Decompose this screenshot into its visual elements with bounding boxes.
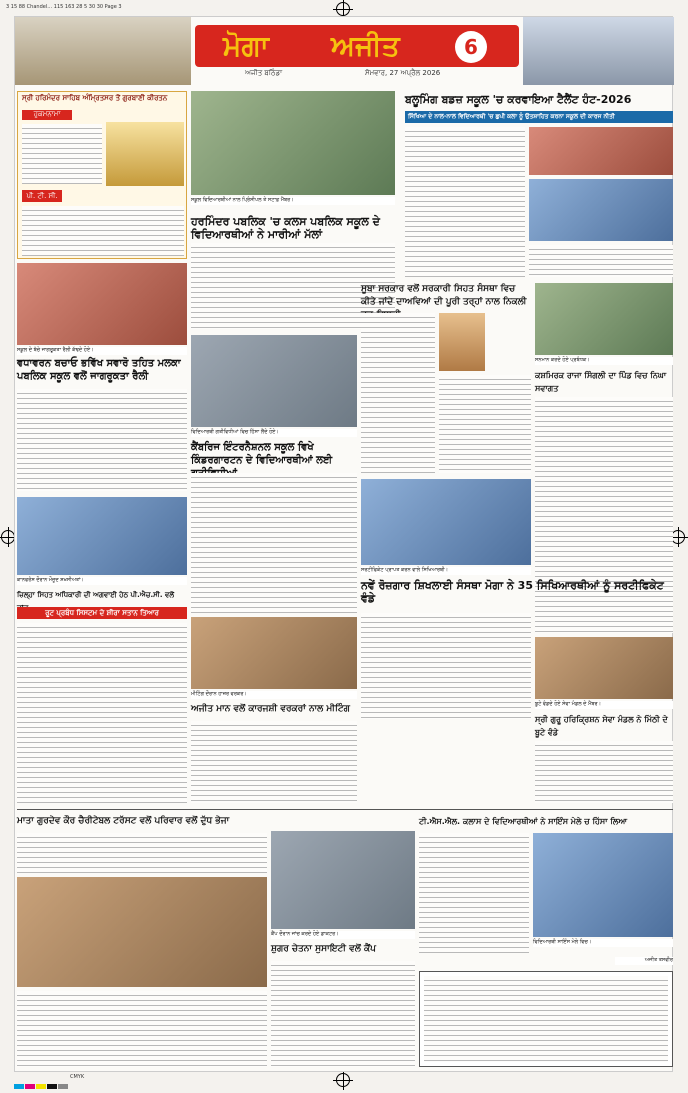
golden-temple-photo bbox=[106, 122, 184, 186]
certificate-group-photo bbox=[361, 479, 531, 565]
page-number: 6 bbox=[455, 31, 487, 63]
health-claims-article bbox=[361, 313, 435, 473]
trust-milk-article-2 bbox=[17, 991, 267, 1067]
health-claims-article-2 bbox=[439, 375, 531, 473]
headline-cambridge: ਕੈਂਬਰਿਜ ਇੰਟਰਨੈਸ਼ਨਲ ਸਕੂਲ ਵਿਖੇ ਕਿੰਡਰਗਾਰਟਨ ਦੇ ਵਿਦਿਆਰਥੀਆਂ ਲਈ bbox=[191, 442, 333, 466]
health-officer-subhead: ਰੂਟ ਪ੍ਰਬੰਧ ਸਿਸਟਮ ਦੇ ਸ਼ੀਰਾ ਸਤਾਨ ਤਿਆਰ bbox=[17, 607, 187, 619]
ad-badge: ਪੀ. ਟੀ. ਸੀ. bbox=[22, 190, 62, 202]
camp-caption: ਕੈਂਪ ਦੌਰਾਨ ਜਾਂਚ ਕਰਦੇ ਹੋਏ ਡਾਕਟਰ। bbox=[271, 931, 415, 939]
swatch-magenta bbox=[25, 1084, 35, 1089]
meeting-caption: ਮੀਟਿੰਗ ਦੌਰਾਨ ਹਾਜ਼ਰ ਵਰਕਰ। bbox=[191, 691, 357, 699]
swatch-gray bbox=[58, 1084, 68, 1089]
camp-photo bbox=[271, 831, 415, 929]
honour-caption: ਸਨਮਾਨ ਕਰਦੇ ਹੋਏ ਪ੍ਰਬੰਧਕ। bbox=[535, 357, 673, 365]
conference-caption: ਕਾਨਫਰੰਸ ਦੌਰਾਨ ਮੌਜੂਦ ਸ਼ਖ਼ਸੀਅਤਾਂ। bbox=[17, 577, 187, 585]
students-award-photo bbox=[191, 91, 395, 195]
headline-kashmirak: ਕਸ਼ਮਿਰਕ ਰਾਜਾ ਸਿੰਗਲੀ ਦਾ ਪਿੰਡ ਵਿਚ ਨਿਘਾ ਸਵਾਗਤ bbox=[535, 371, 667, 393]
tree-distribution-photo bbox=[535, 637, 673, 699]
swatch-yellow bbox=[36, 1084, 46, 1089]
talent-hunt-photo-2 bbox=[529, 179, 673, 241]
registration-mark-top bbox=[336, 2, 350, 16]
sugar-camp-article bbox=[271, 961, 415, 1067]
masthead-title-left: ਮੋਗਾ bbox=[223, 29, 269, 62]
science-fair-caption: ਵਿਦਿਆਰਥੀ ਸਾਇੰਸ ਮੇਲੇ ਵਿਚ। bbox=[533, 939, 673, 947]
photo-credit: ਅਜੀਤ ਤਸਵੀਰ bbox=[615, 957, 673, 965]
gurbani-ad bbox=[17, 91, 187, 259]
swatch-black bbox=[47, 1084, 57, 1089]
masthead-left-photo bbox=[15, 17, 191, 85]
subscription-text bbox=[424, 976, 668, 1062]
swatch-cyan bbox=[14, 1084, 24, 1089]
rally-caption: ਸਕੂਲ ਦੇ ਬੱਚੇ ਜਾਗਰੂਕਤਾ ਰੈਲੀ ਕੱਢਦੇ ਹੋਏ। bbox=[17, 347, 187, 355]
seva-mandal-article bbox=[535, 741, 673, 803]
headline-ajit-maan: ਅਜੀਤ ਮਾਨ ਵਲੋਂ ਕਾਰਜਸ਼ੀ ਵਰਕਰਾਂ ਨਾਲ ਮੀਟਿੰਗ bbox=[191, 704, 350, 714]
headline-trust-milk: ਮਾਤਾ ਗੁਰਦੇਵ ਕੌਰ ਚੈਰੀਟੇਬਲ ਟਰੱਸਟ ਵਲੋਂ ਪਰਿਵਾਰ ਵਲੋਂ ਦੁੱਧ ਭੇਜਾ bbox=[17, 816, 230, 826]
colorbar-label: CMYK bbox=[70, 1074, 85, 1080]
tree-caption: ਬੂਟੇ ਵੰਡਦੇ ਹੋਏ ਸੇਵਾ ਮੰਡਲ ਦੇ ਮੈਂਬਰ। bbox=[535, 701, 673, 709]
headline-rally: ਵਧਾਵਰਨ ਬਚਾਓ ਭਵਿੱਖ ਸਵਾਰੋ ਤਹਿਤ ਮਲਕਾ ਪਬਲਿਕ ਸਕੂਲ ਵਲੋਂ ਜਾਗਰੂਕਤਾ ਰੈਲੀ bbox=[17, 358, 181, 382]
headline-seva-mandal: ਸ੍ਰੀ ਗੁਰੂ ਹਰਿਕ੍ਰਿਸ਼ਨ ਸੇਵਾ ਮੰਡਲ ਨੇ ਮਿੱਠੀ ਦੇ ਬੂਟੇ ਵੰਡੇ bbox=[535, 715, 668, 737]
registration-mark-bottom bbox=[336, 1073, 350, 1087]
talent-hunt-article-right bbox=[529, 245, 673, 277]
ajit-maan-article bbox=[191, 721, 357, 803]
rally-article bbox=[17, 389, 187, 491]
color-bar bbox=[14, 1074, 334, 1082]
science-fair-article bbox=[419, 833, 529, 953]
classroom-photo bbox=[191, 335, 357, 427]
certificate-caption: ਸਰਟੀਫਿਕੇਟ ਪ੍ਰਾਪਤ ਕਰਨ ਵਾਲੇ ਸਿਖਿਆਰਥੀ। bbox=[361, 567, 531, 575]
meeting-photo bbox=[191, 617, 357, 689]
masthead-subtitle: ਅਜੀਤ ਬਠਿੰਡਾ bbox=[245, 69, 283, 77]
headline-talent-hunt: ਬਲੂਮਿੰਗ ਬਡਜ਼ ਸਕੂਲ 'ਚ ਕਰਵਾਇਆ ਟੈਲੈਂਟ ਹੰਟ-2026 bbox=[405, 93, 632, 106]
rally-photo bbox=[17, 263, 187, 345]
talent-hunt-photo-1 bbox=[529, 127, 673, 175]
portrait-photo bbox=[439, 313, 485, 371]
students-award-caption: ਸਕੂਲ ਵਿਦਿਆਰਥੀਆਂ ਨਾਲ ਪ੍ਰਿੰਸੀਪਲ ਤੇ ਸਟਾਫ਼ ਮੈਂਬਰ। bbox=[191, 197, 395, 205]
headline-certificates: ਨਵੇਂ ਰੋਜ਼ਗਾਰ ਸ਼ਿਖਲਾਈ ਸੰਸਥਾ ਮੋਗਾ ਨੇ 35 ਸਿਖਿਆਰਥੀਆਂ ਨੂੰ ਸਰਟੀਫਿਕੇਟ ਵੰਡੇ bbox=[361, 579, 664, 605]
ad-heading: ਸ੍ਰੀ ਹਰਿਮੰਦਰ ਸਾਹਿਬ ਅੰਮ੍ਰਿਤਸਰ ਤੋਂ ਗੁਰਬਾਣੀ ਕੀਰਤਨ bbox=[22, 94, 168, 102]
ad-sub: ਹੁਕਮਨਾਮਾ bbox=[22, 110, 72, 120]
registration-mark-left bbox=[1, 530, 15, 544]
masthead-right-photo bbox=[523, 17, 674, 85]
certificates-article bbox=[361, 613, 531, 719]
cambridge-article bbox=[191, 473, 357, 613]
registration-mark-right bbox=[671, 530, 685, 544]
subscription-box bbox=[419, 971, 673, 1067]
science-fair-photo bbox=[533, 833, 673, 937]
health-officer-article bbox=[17, 623, 187, 803]
bottom-divider bbox=[17, 809, 673, 810]
classroom-caption: ਵਿਦਿਆਰਥੀ ਗਤੀਵਿਧੀਆਂ ਵਿਚ ਹਿੱਸਾ ਲੈਂਦੇ ਹੋਏ। bbox=[191, 429, 357, 437]
headline-science-fair: ਟੀ.ਐਸ.ਐਲ. ਕਲਾਸ ਦੇ ਵਿਦਿਆਰਥੀਆਂ ਨੇ ਸਾਇੰਸ ਮੇਲੇ ਚ ਹਿੱਸਾ ਲਿਆ bbox=[419, 817, 628, 826]
talent-hunt-article-left bbox=[405, 127, 525, 277]
masthead-title-right: ਅਜੀਤ bbox=[331, 29, 400, 62]
headline-harmandar: ਹਰਮਿੰਦਰ ਪਬਲਿਕ 'ਚ ਕਲਸ ਪਬਲਿਕ ਸਕੂਲ ਦੇ ਵਿਦਿਆਰਥੀਆਂ ਨੇ ਮਾਰੀਆਂ ਮੱਲਾਂ bbox=[191, 215, 380, 241]
talent-hunt-subhead: ਸਿੱਖਿਆ ਦੇ ਨਾਲ-ਨਾਲ ਵਿਦਿਆਰਥੀ 'ਚ ਛੁਪੀ ਕਲਾ ਨੂੰ ਉਤਸ਼ਾਹਿਤ ਕਰਨਾ ਸਕੂਲ ਦੀ ਕਾਰਜ ਨੀਤੀ bbox=[405, 111, 673, 123]
ad-body-text bbox=[22, 124, 102, 184]
print-slug: 3 15 88 Chandel… 115 163 28 5 30 30 Page 3 bbox=[6, 4, 122, 10]
ad-footer-text bbox=[22, 206, 184, 256]
masthead-date: ਸੋਮਵਾਰ, 27 ਅਪ੍ਰੈਲ 2026 bbox=[365, 69, 441, 77]
conference-photo bbox=[17, 497, 187, 575]
trust-milk-photo bbox=[17, 877, 267, 987]
headline-health-claims: ਸੂਬਾ ਸਰਕਾਰ ਵਲੋਂ ਸਰਕਾਰੀ ਸਿਹਤ ਸੰਸਥਾ ਵਿਚ ਕੀਤੇ ਜਾਂਦੇ ਦਾਅਵਿਆਂ ਦੀ ਪੂਰੀ ਤਰ੍ਹਾਂ ਨਾਲ ਨਿਕਲੀ bbox=[361, 284, 527, 307]
honour-photo bbox=[535, 283, 673, 355]
headline-health-officer: ਜ਼ਿਲ੍ਹਾ ਸਿਹਤ ਅਧਿਕਾਰੀ ਦੀ ਅਗਵਾਈ ਹੇਠ ਪੀ.ਐਚ.ਸੀ. ਵਲੋਂ bbox=[17, 591, 175, 599]
headline-sugar-camp: ਸ਼ੁਗਰ ਚੇਤਨਾ ਸੁਸਾਇਟੀ ਵਲੋਂ ਕੈਂਪ bbox=[271, 944, 376, 954]
newspaper-page bbox=[14, 16, 673, 1072]
trust-milk-article bbox=[17, 833, 267, 873]
